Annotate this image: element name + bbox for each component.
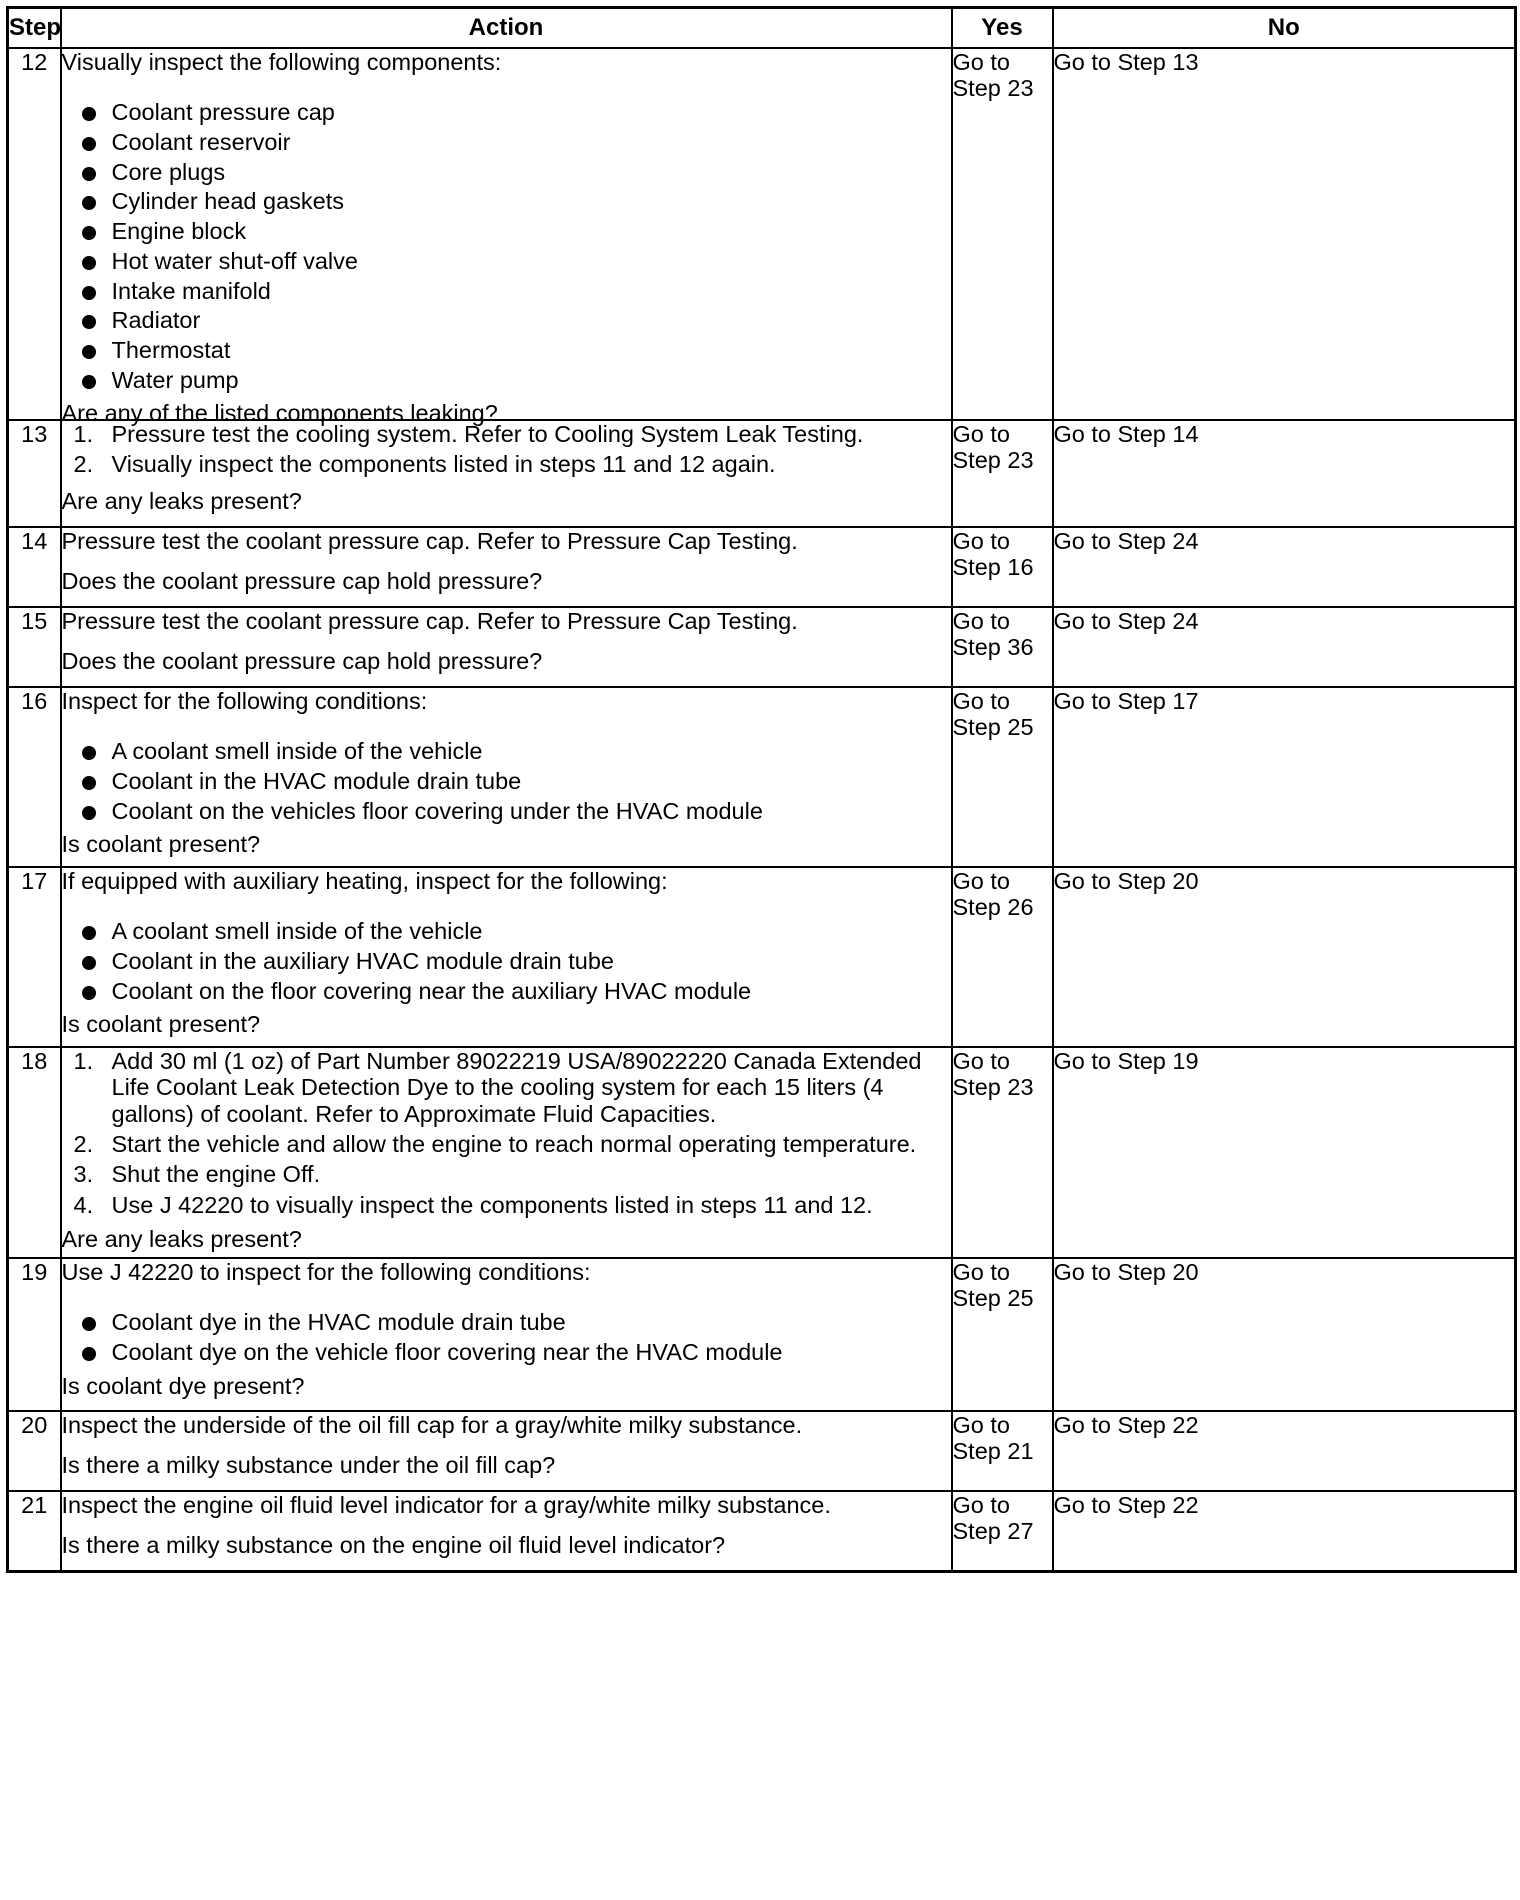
yes-goto-label: Go to [952,1492,1010,1518]
list-item-text: Coolant dye in the HVAC module drain tube [111,1309,566,1336]
yes-cell [952,527,1053,607]
list-item [80,188,951,214]
list-item [80,307,951,333]
action-cell [61,1491,952,1571]
list-item-number: 3. [73,1161,94,1188]
yes-goto-label: Go to [952,1412,1010,1438]
bullet-icon [82,986,96,1000]
list-item-text: Coolant dye on the vehicle floor covering near the HVAC module [111,1339,783,1366]
list-item [80,218,951,244]
numbered-list [62,421,951,482]
yes-cell [952,867,1053,1047]
yes-step-target: Step 21 [952,1438,1034,1465]
action-cell [61,420,952,527]
bullet-icon [82,1347,96,1361]
action-question: Is coolant present? [61,1011,261,1038]
action-question: Are any of the listed components leaking? [61,400,498,427]
bullet-list [62,1309,951,1368]
header-step: Step [8,8,61,49]
yes-step-target: Step 26 [952,894,1034,921]
list-item [80,768,951,794]
yes-step-target: Step 23 [952,1074,1034,1101]
bullet-icon [82,776,96,790]
action-question: Is there a milky substance under the oil fill cap? [61,1451,556,1478]
header-action: Action [61,8,952,49]
no-step-target: Go to Step 24 [1053,527,1516,607]
list-item-text: Thermostat [111,336,231,363]
yes-cell [952,607,1053,687]
list-item [80,159,951,185]
action-intro: Pressure test the coolant pressure cap. Refer to Pressure Cap Testing. [61,528,798,554]
header-no: No [1053,8,1516,49]
bullet-icon [82,226,96,240]
action-intro: Pressure test the coolant pressure cap. Refer to Pressure Cap Testing. [61,608,798,634]
list-item [80,129,951,155]
action-intro: Use J 42220 to inspect for the following conditions: [61,1259,591,1285]
yes-step-target: Step 25 [952,1285,1034,1312]
table-row [8,527,1516,607]
step-number: 15 [8,607,61,687]
list-item [80,798,951,824]
yes-cell [952,1411,1053,1491]
list-item [80,1309,951,1335]
bullet-icon [82,956,96,970]
table-row [8,1047,1516,1258]
no-step-target: Go to Step 22 [1053,1411,1516,1491]
list-item-number: 2. [73,1130,94,1157]
action-intro: Inspect the underside of the oil fill cap for a gray/white milky substance. [61,1412,803,1438]
action-cell [61,607,952,687]
bullet-icon [82,107,96,121]
yes-cell [952,1047,1053,1258]
yes-goto-label: Go to [952,868,1010,894]
table-row [8,867,1516,1047]
list-item-text: Coolant on the floor covering near the auxiliary HVAC module [111,977,752,1004]
list-item-text: Coolant in the auxiliary HVAC module drain tube [111,948,614,975]
list-item-text: Start the vehicle and allow the engine to reach normal operating temperature. [111,1130,917,1157]
list-item-text: Visually inspect the components listed in steps 11 and 12 again. [111,451,776,478]
list-item-text: Core plugs [111,158,226,185]
list-item-text: Coolant reservoir [111,129,291,156]
bullet-list [62,99,951,396]
list-item [80,738,951,764]
list-item-text: Pressure test the cooling system. Refer to Cooling System Leak Testing. [111,421,864,447]
no-step-target: Go to Step 24 [1053,607,1516,687]
yes-goto-label: Go to [952,528,1010,554]
action-intro: If equipped with auxiliary heating, inspect for the following: [61,868,668,894]
bullet-icon [82,196,96,210]
list-item [80,337,951,363]
action-cell [61,527,952,607]
yes-cell [952,687,1053,867]
list-item-number: 1. [73,1048,94,1074]
list-item-number: 2. [73,451,94,478]
yes-step-target: Step 36 [952,634,1034,661]
step-number: 18 [8,1047,61,1258]
header-yes: Yes [952,8,1053,49]
yes-step-target: Step 27 [952,1518,1034,1545]
step-number: 20 [8,1411,61,1491]
bullet-icon [82,806,96,820]
list-item [80,278,951,304]
yes-cell [952,48,1053,420]
numbered-list [62,1048,951,1222]
yes-step-target: Step 23 [952,447,1034,474]
no-step-target: Go to Step 22 [1053,1491,1516,1571]
list-item [74,1161,951,1187]
action-cell [61,867,952,1047]
table-row [8,420,1516,527]
list-item-text: Add 30 ml (1 oz) of Part Number 89022219 USA/89022220 Canada Extended Life Coolant Leak Detection Dye to the cooling system for each 15 liters (4 gallons) of coolant. Refer to Approximate Fluid Capacities. [111,1048,922,1127]
step-number: 12 [8,48,61,420]
no-step-target: Go to Step 19 [1053,1047,1516,1258]
list-item [80,918,951,944]
yes-goto-label: Go to [952,608,1010,634]
no-step-target: Go to Step 20 [1053,867,1516,1047]
bullet-icon [82,256,96,270]
table-row [8,48,1516,420]
diagnostic-table [6,6,1517,1573]
yes-goto-label: Go to [952,49,1010,75]
bullet-icon [82,315,96,329]
list-item [80,1339,951,1365]
yes-step-target: Step 16 [952,554,1034,581]
action-question: Is coolant present? [61,831,261,858]
action-question: Are any leaks present? [61,1225,302,1252]
yes-goto-label: Go to [952,421,1010,447]
action-cell [61,1411,952,1491]
bullet-icon [82,137,96,151]
list-item-text: Coolant on the vehicles floor covering under the HVAC module [111,797,763,824]
no-step-target: Go to Step 13 [1053,48,1516,420]
bullet-icon [82,167,96,181]
action-cell [61,1047,952,1258]
bullet-icon [82,286,96,300]
action-cell [61,1258,952,1411]
table-body [8,48,1516,1571]
action-intro: Inspect the engine oil fluid level indicator for a gray/white milky substance. [61,1492,831,1518]
list-item [74,451,951,477]
step-number: 17 [8,867,61,1047]
list-item [80,367,951,393]
table-row [8,1411,1516,1491]
bullet-icon [82,746,96,760]
action-cell [61,48,952,427]
header-row [8,8,1516,49]
action-question: Is coolant dye present? [61,1372,305,1399]
action-question: Is there a milky substance on the engine oil fluid level indicator? [61,1531,726,1558]
list-item-text: Hot water shut-off valve [111,247,358,274]
table-row [8,1258,1516,1411]
list-item-text: Intake manifold [111,277,271,304]
list-item-text: Coolant pressure cap [111,99,335,126]
no-step-target: Go to Step 14 [1053,420,1516,527]
step-number: 14 [8,527,61,607]
list-item-text: Shut the engine Off. [111,1161,321,1188]
yes-cell [952,420,1053,527]
bullet-list [62,918,951,1007]
bullet-list [62,738,951,827]
list-item-text: Use J 42220 to visually inspect the components listed in steps 11 and 12. [111,1191,873,1218]
table-row [8,1491,1516,1571]
action-question: Are any leaks present? [61,487,302,514]
yes-cell [952,1258,1053,1411]
list-item [80,99,951,125]
list-item [80,248,951,274]
list-item [74,1048,951,1127]
bullet-icon [82,926,96,940]
list-item-text: A coolant smell inside of the vehicle [111,738,483,765]
action-question: Does the coolant pressure cap hold pressure? [61,567,543,594]
step-number: 13 [8,420,61,527]
list-item [74,1131,951,1157]
list-item [80,978,951,1004]
yes-goto-label: Go to [952,1259,1010,1285]
yes-goto-label: Go to [952,1048,1010,1074]
table-row [8,607,1516,687]
bullet-icon [82,375,96,389]
bullet-icon [82,1317,96,1331]
list-item-text: Water pump [111,366,239,393]
list-item-text: Radiator [111,307,201,334]
no-step-target: Go to Step 20 [1053,1258,1516,1411]
yes-cell [952,1491,1053,1571]
list-item [74,1192,951,1218]
yes-goto-label: Go to [952,688,1010,714]
table-row [8,687,1516,867]
action-cell [61,687,952,867]
list-item-text: A coolant smell inside of the vehicle [111,918,483,945]
action-question: Does the coolant pressure cap hold pressure? [61,647,543,674]
list-item [80,948,951,974]
step-number: 21 [8,1491,61,1571]
bullet-icon [82,345,96,359]
list-item-number: 1. [73,421,94,447]
list-item [74,421,951,447]
action-intro: Inspect for the following conditions: [61,688,428,714]
list-item-number: 4. [73,1191,94,1218]
list-item-text: Coolant in the HVAC module drain tube [111,768,522,795]
list-item-text: Cylinder head gaskets [111,188,345,215]
yes-step-target: Step 23 [952,75,1034,102]
yes-step-target: Step 25 [952,714,1034,741]
action-intro: Visually inspect the following components: [61,49,502,75]
list-item-text: Engine block [111,218,247,245]
step-number: 19 [8,1258,61,1411]
no-step-target: Go to Step 17 [1053,687,1516,867]
step-number: 16 [8,687,61,867]
